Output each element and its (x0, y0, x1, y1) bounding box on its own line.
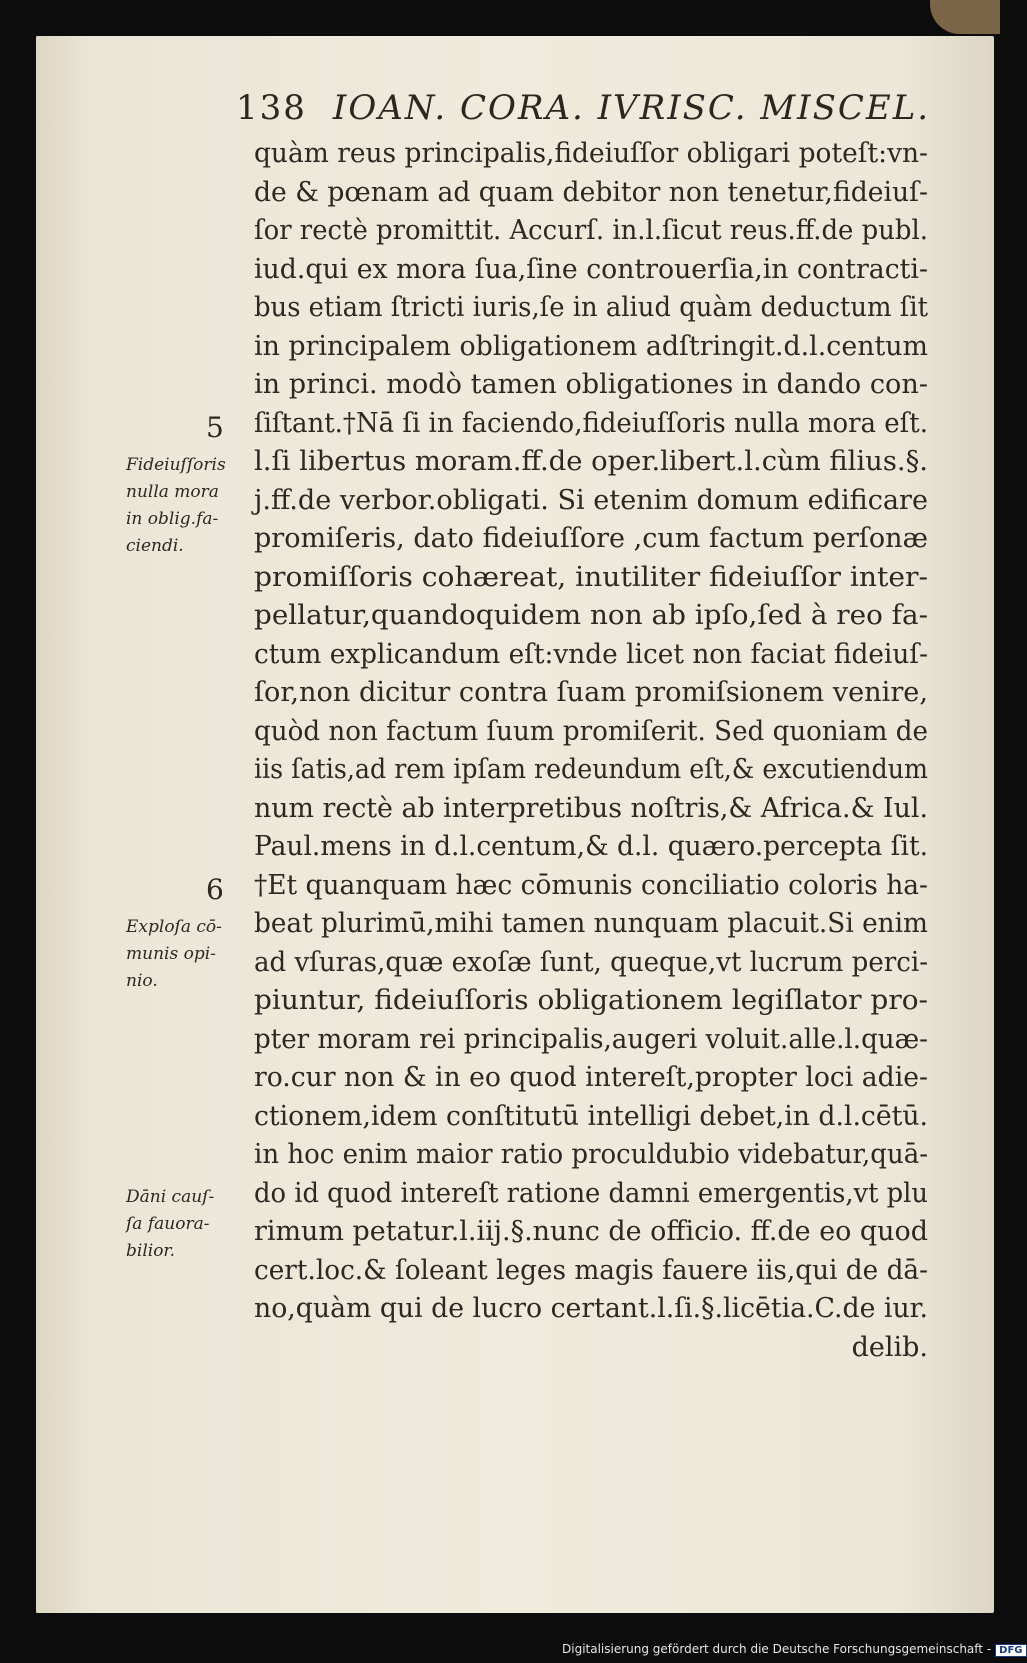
text-line: in principalem obligationem adſtringit.d.l.centum (254, 330, 928, 362)
text-line: de & pœnam ad quam debitor non tenetur,fideiuſ- (254, 176, 928, 208)
text-line: iud.qui ex mora ſua,ſine controuerſia,in contracti- (254, 253, 928, 285)
text-line: rimum petatur.l.iij.§.nunc de officio. ff.de eo quod (254, 1216, 928, 1247)
text-line: pter moram rei principalis,augeri voluit.alle.l.quæ- (254, 1023, 928, 1055)
text-line: ro.cur non & in eo quod intereſt,propter loci adie- (254, 1062, 928, 1093)
text-line: iis ſatis,ad rem ipſam redeundum eſt,& excutiendum (254, 754, 928, 785)
text-line: †Et quanquam hæc cōmunis conciliatio coloris ha- (254, 869, 928, 901)
text-line: j.ff.de verbor.obligati. Si etenim domum edificare (254, 484, 928, 516)
text-line: in hoc enim maior ratio proculdubio videbatur,quā- (254, 1139, 928, 1170)
text-line: ſor,non dicitur contra ſuam promiſsionem venire, (254, 677, 928, 708)
text-line: bus etiam ſtricti iuris,ſe in aliud quàm deductum ſit (254, 292, 928, 323)
text-line: Paul.mens in d.l.centum,& d.l. quæro.percepta ſit. (254, 831, 928, 862)
marginal-note-line: nio. (126, 971, 158, 991)
text-line: promiſeris, dato fideiuſſore ,cum factum perſonæ (254, 523, 928, 554)
marginal-note-3 (126, 1184, 254, 1265)
text-line: in princi. modò tamen obligationes in dando con- (254, 369, 929, 400)
marginal-note-line: Dāni cauſ- (126, 1187, 215, 1207)
text-line: cert.loc.& ſoleant leges magis fauere iis,qui de dā- (254, 1254, 928, 1286)
marginal-note-line: Fideiuſſoris (126, 455, 226, 475)
marginal-note-line: ſa fauora- (126, 1214, 210, 1234)
marginal-note-line: nulla mora (126, 482, 219, 502)
text-line: no,quàm qui de lucro certant.l.ſi.§.licētia.C.de iur. (254, 1293, 928, 1324)
main-text-block (254, 135, 928, 1367)
text-line: ctionem,idem conſtitutū intelligi debet,in d.l.cētū. (254, 1100, 928, 1132)
running-header (236, 88, 931, 128)
marginal-note-line: bilior. (126, 1241, 176, 1261)
text-line: do id quod intereſt ratione damni emergentis,vt plu (254, 1177, 928, 1209)
marginal-note-line: munis opi- (126, 944, 216, 964)
page-number: 138 (236, 88, 307, 128)
text-line: ſiſtant.†Nā ſi in faciendo,fideiuſſoris nulla mora eſt. (254, 407, 928, 439)
last-line: delib. (851, 1331, 928, 1363)
text-line: piuntur, fideiuſſoris obligationem legiſlator pro- (254, 985, 928, 1016)
text-line: ad vſuras,quæ exoſæ ſunt, queque,vt lucrum perci- (254, 946, 928, 978)
marginal-note-line: Exploſa cō- (126, 917, 222, 937)
text-line: ctum explicandum eſt:vnde licet non faciat fideiuſ- (254, 638, 928, 670)
text-line: pellatur,quandoquidem non ab ipſo,ſed à reo fa- (254, 600, 928, 631)
text-line: num rectè ab interpretibus noſtris,& Africa.& Iul. (254, 792, 928, 824)
marginal-note-1 (126, 452, 254, 560)
digitization-footer (562, 1642, 1023, 1657)
text-line: promiſſoris cohæreat, inutiliter fideiuſſor inter- (254, 561, 928, 593)
marginal-note-line: in oblig.fa- (126, 509, 219, 529)
marginal-number-6: 6 (206, 873, 224, 906)
dfg-logo: DFG (995, 1644, 1026, 1657)
marginal-note-2 (126, 914, 254, 995)
book-corner (930, 0, 1000, 34)
footer-text: Digitalisierung gefördert durch die Deutsche Forschungsgemeinschaft - (562, 1642, 992, 1656)
text-line: quòd non factum ſuum promiſerit. Sed quoniam de (254, 715, 928, 747)
marginal-note-line: ciendi. (126, 536, 184, 556)
text-line: ſor rectè promittit. Accurſ. in.l.ſicut reus.ff.de publ. (254, 215, 928, 246)
text-line: l.ſi libertus moram.ff.de oper.libert.l.cùm filius.§. (254, 446, 929, 477)
text-line: beat plurimū,mihi tamen nunquam placuit.Si enim (254, 908, 928, 939)
marginal-number-5: 5 (206, 411, 224, 444)
running-title: IOAN. CORA. IVRISC. MISCEL. (332, 88, 931, 128)
text-line: quàm reus principalis,fideiuſſor obligari poteſt:vn- (254, 138, 928, 169)
